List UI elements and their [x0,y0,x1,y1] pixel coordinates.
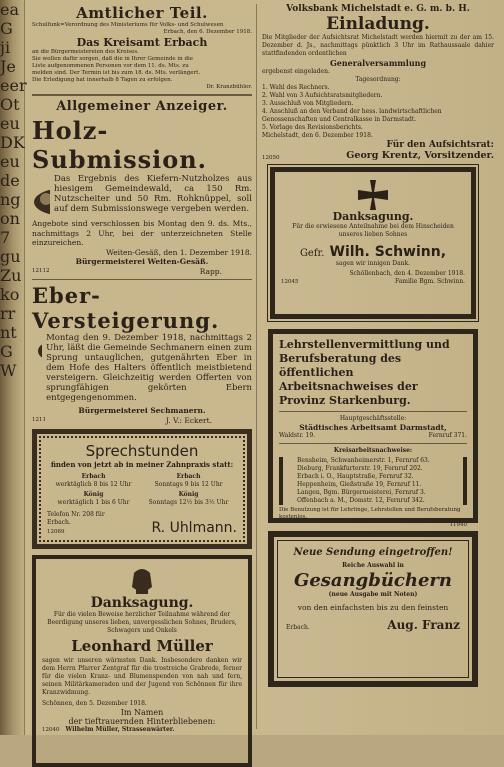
mueller-name-line1: Im Namen [120,708,164,717]
fold-text-fragment: nt [0,323,17,342]
hymnbook-title: Gesangbüchern [293,570,453,591]
branch-office: Bensheim, Schwanheimerstr. 1, Fernruf 63. [297,457,430,464]
labor-address-row [279,432,467,440]
boar-body-row [32,333,252,403]
fold-text-fragment: Je [0,57,16,76]
office-hours-subtitle: finden von jetzt ab in meiner Zahnpraxis statt: [50,460,234,469]
mueller-sign-row [42,726,242,734]
office-hours-code: 12069 [47,528,65,535]
bank-sign-row [262,150,494,161]
wood-code: 12112 [32,267,50,274]
fold-text-fragment: ea [0,0,20,19]
schwinn-title: Danksagung. [332,210,414,223]
boar-body: Montag den 9. Dezember 1918, nachmittags 2 Uhr, läßt die Gemeinde Sechmanern einen zum Sprung untauglichen, gutgenährten Eber in dem Hofe des Halters öffentlich meistbietend versteigern. Gleichzeitig werden Offerten von sprungfähigen gekörten Ebern entgegengenommen. [46,333,252,403]
agenda-item: 4. Anschluß an den Verband der hess. landwirtschaftlichen Genossenschaften und Centralkasse in Darmstadt. [262,108,442,123]
official-section-title: Amtlicher Teil. [76,4,208,22]
phone-text: Telefon Nr. 208 für Erbach. [47,510,105,526]
fold-text-fragment: eu [0,114,20,133]
schwinn-body: Für die erwiesene Anteilnahme bei dem Hinscheiden unseres lieben Sohnes [292,223,454,238]
agenda-item: 1. Wahl des Rechners. [262,84,330,91]
fold-text-fragment: G [0,19,13,38]
agenda-item: 3. Ausschluß von Mitgliedern. [262,100,354,107]
labor-branches [279,457,467,505]
bank-meeting: Generalversammlung [329,58,427,68]
branch-office: Erbach i. O., Hauptstraße, Fernruf 32. [297,473,414,480]
hymnbook-place: Erbach. [286,624,310,631]
official-lines [32,49,252,84]
branch-office: Heppenheim, Gießstraße 19, Fernruf 11. [297,481,422,488]
schwinn-place-date: Schöllenbach, den 4. Dezember 1918. [349,270,465,277]
branch-office: Dieburg, Frankfurterstr. 19, Fernruf 202. [297,465,423,472]
labor-code: 11940 [449,522,467,528]
weekday-hours-koenig: werktäglich 1 bis 6 Uhr [57,498,130,506]
boar-sign-row [32,416,252,426]
fold-text-fragment: ng [0,190,21,209]
boar-illustration [32,333,42,369]
mueller-place-date: Schönnen, den 5. Dezember 1918. [42,700,147,707]
official-signature: Dr. Kranzbühler. [206,84,252,90]
fold-text-fragment: rr [0,304,16,323]
agenda-item: 2. Wahl von 3 Aufsichtsratsmitgliedern. [262,92,383,99]
bank-body: Die Mitglieder der Aufsichtsrat Michelstadt werden hiermit zu der am 15. Dezember d. Js., nachmittags pünktlich 3 Uhr im Rathaussaale dahier stattfindenden ordentlichen [262,34,494,57]
mueller-deceased: Leonhard Müller [71,637,213,655]
urn-icon [122,565,162,595]
office-hours-left [56,473,132,507]
boar-title: Eber-Versteigerung. [32,283,220,333]
official-line: melden sind. Der Termin ist bis zum 18. ds. Mts. verlängert. [32,70,201,76]
boar-code: 1211 [32,416,46,423]
place-erbach-sunday: Erbach [176,472,201,480]
labor-office-box [268,329,478,528]
office-hours-box [32,429,252,549]
wood-authority: Bürgermeisterei Weiten-Gesäß. [75,257,209,266]
mueller-title: Danksagung. [90,595,194,611]
wood-sign-row [32,267,252,277]
wood-offers: Angebote sind verschlossen bis Montag den 9. ds. Mts., nachmittags 2 Uhr, bei der unterzeichneten Stelle einzureichen. [32,219,252,247]
mueller-body2: sagen wir unseren wärmsten Dank. Insbesondere danken wir dem Herrn Pfarrer Zentgraf für die trostreiche Grabrede, ferner für die vielen Kranz- und Blumenspenden von nah und fern, seinen Militärkameraden und der Jugend von Schönnen für ihre Kranzwidmung. [42,657,242,696]
schwinn-thanks-box [270,167,476,319]
mueller-signer: Wilhelm Müller, Strassenwärter. [65,726,175,733]
mueller-body: Für die vielen Beweise herzlicher Teilnahme während der Beerdigung unseres lieben, unvergesslichen Sohnes, Bruders, Schwagers und Onkels [47,611,237,634]
labor-phone: Fernruf 371. [428,432,467,439]
fold-text-fragment: Ot [0,95,20,114]
official-line: Die Erledigung hat innerhalb 8 Tagen zu erfolgen. [32,77,173,83]
mueller-name-line2: der tieftrauernden Hinterbliebenen: [68,717,216,726]
hymnbook-ad-box [268,531,478,687]
schwinn-name: Wilh. Schwinn, [329,244,447,260]
sunday-hours-erbach: Sonntags 9 bis 12 Uhr [154,480,223,488]
divider [279,443,467,444]
iron-cross-icon [358,180,388,210]
schwinn-thanks: sagen wir innigen Dank. [335,260,411,267]
divider [32,279,252,280]
page-fold [0,0,25,735]
hymnbook-range: von den einfachsten bis zu den feinsten [297,603,449,612]
branch-office: Langen, Bgm. Bürgermeisterei, Fernruf 3. [297,489,426,496]
office-hours-grid [47,473,237,507]
bank-board-label: Für den Aufsichtsrat: [386,140,494,150]
official-date: Erbach, den 6. Dezember 1918. [163,29,252,35]
bank-invited: ergebenst eingeladen. [262,68,330,75]
official-line: an die Bürgermeistereien des Kreises. [32,49,139,55]
agenda-item: 5. Vorlage des Revisionsberichts. [262,124,363,131]
fold-text-fragment: eu [0,152,20,171]
fold-text-fragment: ko [0,285,20,304]
labor-head-office-label: Hauptgeschäftsstelle: [339,415,407,422]
boar-authority: Bürgermeisterei Sechmanern. [78,406,206,415]
place-koenig-sunday: König [178,490,199,498]
labor-branches-title: Kreisarbeitsnachweise: [333,447,413,454]
wood-body-row [32,174,252,218]
wood-heading [32,116,252,174]
schwinn-sign-row [281,278,465,286]
left-column [32,4,252,767]
wood-name: Rapp. [199,266,222,276]
official-notice-head: Schulfunk=Verordnung des Ministeriums für Volks- und Schulwesen [32,22,224,28]
office-hours-phone [47,511,117,536]
hymnbook-sign-row [286,618,460,632]
mueller-code: 12040 [42,727,60,733]
schwinn-name-row [281,241,465,260]
bank-agenda-title: Tagesordnung: [355,76,401,83]
official-office: Das Kreisamt Erbach [76,36,208,49]
bank-agenda [262,84,494,132]
place-erbach: Erbach [81,472,106,480]
labor-title: Lehrstellenvermittlung und Berufsberatung des öffentlichen Arbeitsnachweises der Provinz Starkenburg. [279,338,450,407]
place-koenig: König [83,490,104,498]
wood-place-date: Weiten-Gesäß, den 1. Dezember 1918. [106,247,252,257]
official-line: Sie wollen dafür sorgen, daß die in Ihrer Gemeinde in die [32,56,194,62]
fold-text-fragment: ji [0,38,11,57]
hymnbook-dealer: Aug. Franz [387,618,460,632]
wood-title: Holz-Submission. [32,116,208,174]
column-divider [256,4,257,729]
mueller-thanks-box [32,555,252,767]
fold-text-fragment: gu [0,247,21,266]
fold-text-fragment: eer [0,76,27,95]
hymnbook-intro: Reiche Auswahl in [342,562,404,569]
office-hours-right [149,473,229,507]
right-column [262,4,494,687]
fold-text-fragment: on [0,209,20,228]
weekday-hours-erbach: werktäglich 8 bis 12 Uhr [55,480,132,488]
branch-office: Offenbach a. M., Domstr. 12, Fernruf 342. [297,497,425,504]
fold-text-fragment: 7 [0,228,11,247]
fold-text-fragment: G [0,342,13,361]
schwinn-rank: Gefr. [299,248,325,259]
official-line: Liste aufgenommenen Personen vor dem 11. ds. Mts. zu [32,63,189,69]
general-section-title: Allgemeiner Anzeiger. [56,99,228,114]
bank-board-name: Georg Krentz, Vorsitzender. [346,150,494,161]
fold-text-fragment: DK [0,133,25,152]
bank-date: Michelstadt, den 6. Dezember 1918. [262,132,373,139]
fold-text-fragment: de [0,171,20,190]
labor-address: Waldstr. 19. [279,432,316,439]
fold-text-column [0,0,27,380]
bank-code: 12050 [262,155,280,161]
schwinn-code: 12045 [281,279,299,285]
bank-title: Einladung. [326,14,430,34]
boar-name: J. V.: Eckert. [165,415,212,425]
hymnbook-headline: Neue Sendung eingetroffen! [293,547,453,558]
wood-logs-illustration [32,174,50,218]
labor-head-office: Städtisches Arbeitsamt Darmstadt, [299,423,447,432]
fold-text-fragment: W [0,361,17,380]
office-hours-title: Sprechstunden [85,442,199,460]
labor-footer: Die Benutzung ist für Lehrlinge, Lehrstellen und Berufsberatung kostenlos. [279,507,461,520]
divider [279,411,467,412]
hymnbook-edition: (neue Ausgabe mit Noten) [328,591,418,598]
wood-body: Das Ergebnis des Kiefern-Nutzholzes aus hiesigem Gemeindewald, ca 150 Rm. Nutzscheiter und 50 Rm. Rohknüppel, soll auf dem Submissionswege vergeben werden. [54,174,252,214]
office-hours-footer [47,511,237,536]
dentist-name: R. Uhlmann. [151,519,237,536]
sunday-hours-koenig: Sonntags 12½ bis 3½ Uhr [148,498,229,506]
schwinn-family: Familie Bgm. Schwinn. [394,278,465,285]
divider [32,94,252,96]
bank-name: Volksbank Michelstadt e. G. m. b. H. [286,4,470,14]
fold-text-fragment: Zu [0,266,22,285]
